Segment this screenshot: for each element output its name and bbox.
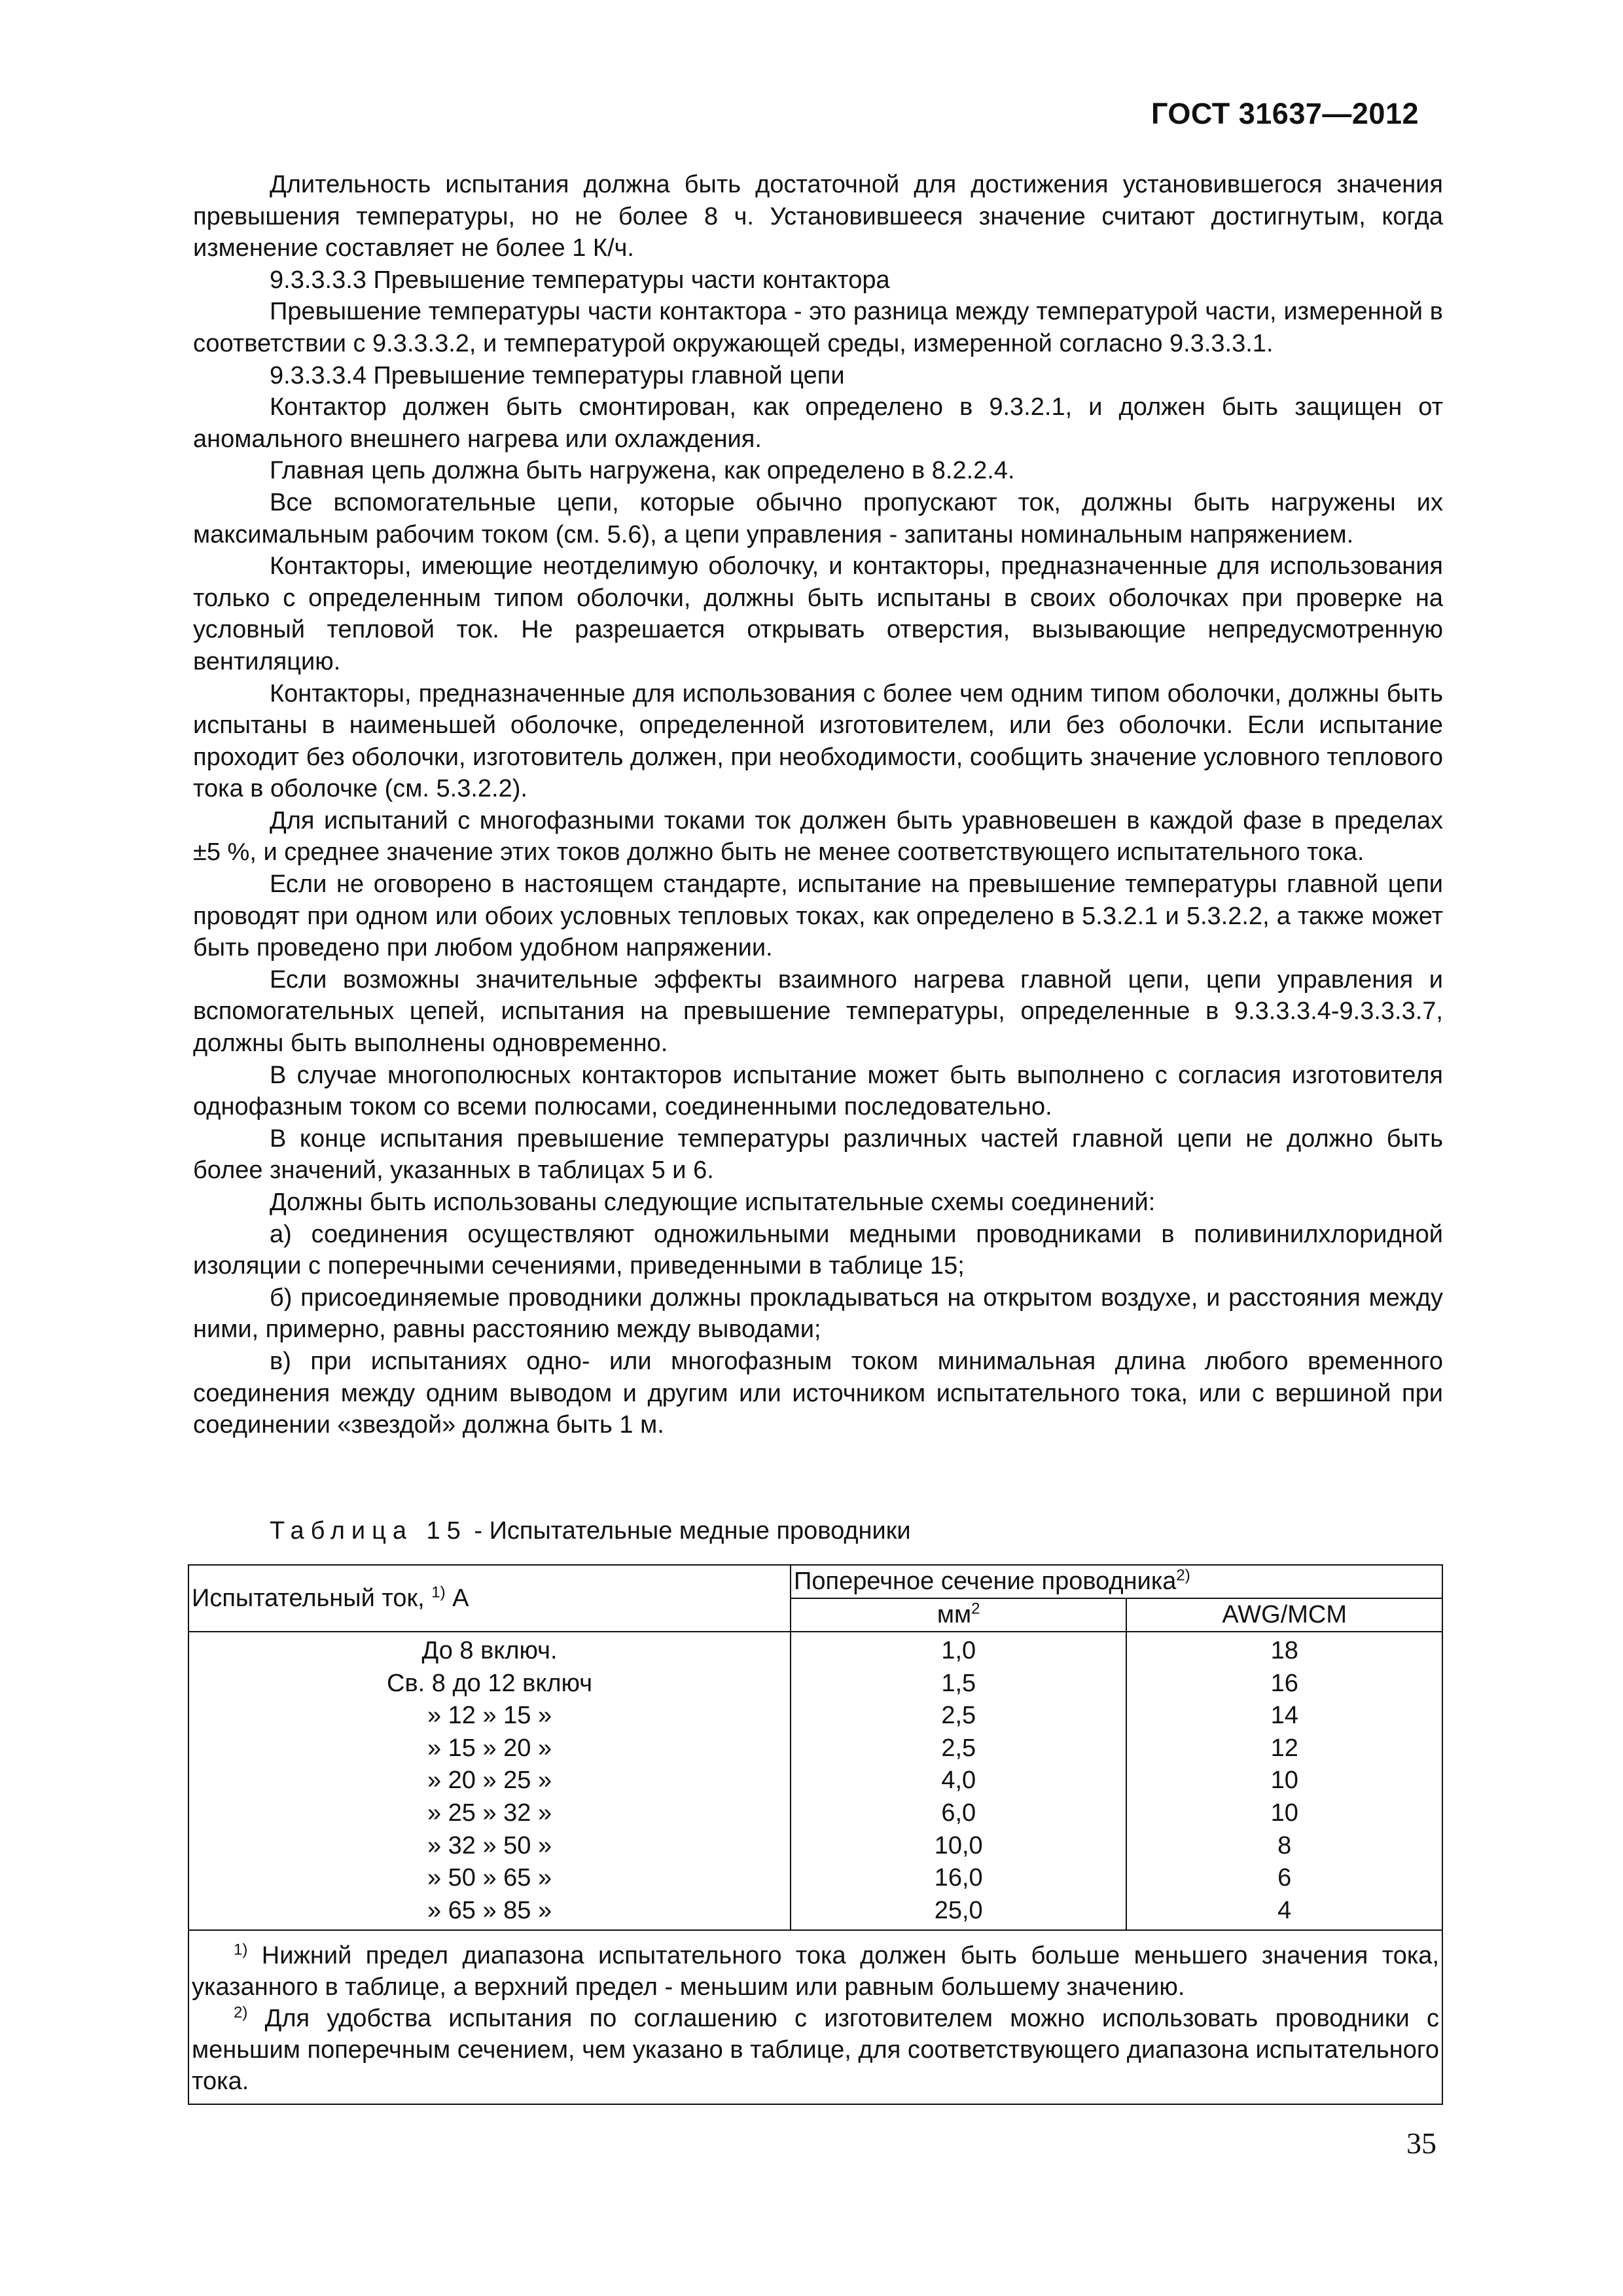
paragraph: Превышение температуры части контактора - это разница между температурой части, измеренной в соответствии с 9.3.3.3.2, и температурой окружающей среды, измеренной согласно 9.3.3.3.1. xyxy=(193,298,1443,357)
table-note: $^{1)}$ Нижний предел диапазона испытательного тока должен быть больше меньшего значения тока, указанного в таблице, а верхний предел - меньшим или равным большему значению. xyxy=(192,1941,1439,2001)
table-header-row xyxy=(188,1565,1442,1598)
paragraph: Контактор должен быть смонтирован, как определено в 9.3.2.1, и должен быть защищен от аномального внешнего нагрева или охлаждения. xyxy=(193,393,1443,453)
awg-cell: 8 xyxy=(1277,1831,1292,1859)
paragraph: В случае многополюсных контакторов испытание может быть выполнено с согласия изготовителя однофазным током со всеми полюсами, соединенными последовательно. xyxy=(193,1061,1443,1121)
current-cell: До 8 включ. xyxy=(421,1637,558,1664)
paragraph: Контакторы, имеющие неотделимую оболочку, и контакторы, предназначенные для использования только с определенным типом оболочки, должны быть испытаны в своих оболочках при проверке на условный тепловой ток. Не разрешается открывать отверстия, вызывающие непредусмотренную вентиляцию. xyxy=(193,552,1443,675)
mm2-cell: 2,5 xyxy=(941,1734,976,1762)
mm2-cell: 6,0 xyxy=(941,1799,976,1827)
awg-cell: 14 xyxy=(1270,1702,1298,1730)
awg-column xyxy=(1126,1632,1442,1930)
awg-header: AWG/MCM xyxy=(1126,1598,1442,1632)
section-heading: 9.3.3.3.3 Превышение температуры части контактора xyxy=(270,266,890,294)
current-cell: » 20 » 25 » xyxy=(427,1767,552,1795)
mm2-cell: 16,0 xyxy=(934,1864,983,1892)
footnote-marker: 2) xyxy=(234,2003,248,2022)
conductor-table xyxy=(188,1564,1443,2105)
table-notes-row xyxy=(188,1930,1442,2104)
current-cell: » 15 » 20 » xyxy=(427,1734,552,1762)
paragraph: В конце испытания превышение температуры различных частей главной цепи не должно быть более значений, указанных в таблицах 5 и 6. xyxy=(193,1124,1443,1185)
mm2-cell: 1,5 xyxy=(941,1669,976,1697)
footnote-marker: 1) xyxy=(234,1941,248,1959)
list-item: а) соединения осуществляют одножильными медными проводниками в поливинилхлоридной изоляции с поперечными сечениями, приведенными в таблице 15; xyxy=(193,1220,1443,1280)
mm2-cell: 4,0 xyxy=(941,1767,976,1795)
paragraph: Контакторы, предназначенные для использования с более чем одним типом оболочки, должны быть испытаны в наименьшей оболочке, определенной изготовителем, или без оболочки. Если испытание проходит без оболочки, изготовитель должен, при необходимости, сообщить значение условного теплового тока в оболочке (см. 5.3.2.2). xyxy=(193,679,1443,803)
awg-cell: 12 xyxy=(1270,1734,1298,1762)
table-caption-text: - Испытательные медные проводники xyxy=(467,1517,911,1545)
current-cell: » 50 » 65 » xyxy=(427,1864,552,1892)
table-note: $^{2)}$ Для удобства испытания по соглашению с изготовителем можно использовать проводники с меньшим поперечным сечением, чем указано в таблице, для соответствующего диапазона испытательного тока. xyxy=(192,2003,1439,2096)
paragraph: Длительность испытания должна быть достаточной для достижения установившегося значения превышения температуры, но не более 8 ч. Установившееся значение считают достигнутым, когда изменение составляет не более 1 К/ч. xyxy=(193,171,1443,262)
list-item: б) присоединяемые проводники должны прокладываться на открытом воздухе, и расстояния между ними, примерно, равны расстоянию между выводами; xyxy=(193,1283,1443,1344)
current-cell: Св. 8 до 12 включ xyxy=(387,1669,593,1697)
current-column xyxy=(188,1632,791,1930)
table-caption xyxy=(270,1517,911,1545)
footnote-ref: 2) xyxy=(1176,1566,1190,1585)
standard-header: ГОСТ 31637—2012 xyxy=(1150,97,1419,130)
paragraph: Для испытаний с многофазными токами ток должен быть уравновешен в каждой фазе в пределах ±5 %, и среднее значение этих токов должно быть не менее соответствующего испытательного тока. xyxy=(193,806,1443,867)
paragraph: Главная цепь должна быть нагружена, как определено в 8.2.2.4. xyxy=(270,457,1015,485)
current-cell: » 12 » 15 » xyxy=(427,1702,552,1730)
awg-cell: 18 xyxy=(1270,1637,1298,1664)
paragraph: Должны быть использованы следующие испытательные схемы соединений: xyxy=(270,1189,1156,1216)
table-notes xyxy=(188,1930,1442,2104)
page-number: 35 xyxy=(1406,2126,1436,2160)
body-text xyxy=(193,169,1443,1441)
list-item: в) при испытаниях одно- или многофазным током минимальная длина любого временного соединения между одним выводом и другим или источником испытательного тока, или с вершиной при соединении «звездой» должна быть 1 м. xyxy=(193,1347,1443,1439)
awg-cell: 6 xyxy=(1277,1864,1292,1892)
table-body xyxy=(188,1632,1442,1930)
footnote-ref: 1) xyxy=(431,1583,446,1601)
paragraph: Если возможны значительные эффекты взаимного нагрева главной цепи, цепи управления и вспомогательных цепей, испытания на превышение температуры, определенные в 9.3.3.3.4-9.3.3.3.7, должны быть выполнены одновременно. xyxy=(193,965,1443,1058)
awg-cell: 10 xyxy=(1270,1767,1298,1795)
awg-cell: 16 xyxy=(1270,1669,1298,1697)
test-current-header: Испытательный ток, $^{1)}$ А xyxy=(188,1565,791,1632)
awg-cell: 10 xyxy=(1270,1799,1298,1827)
mm2-cell: 10,0 xyxy=(934,1831,983,1859)
mm2-header: $мм^2$ xyxy=(791,1598,1126,1632)
table-caption-label: Таблица 15 xyxy=(270,1517,467,1545)
mm2-cell: 2,5 xyxy=(941,1702,976,1730)
mm2-cell: 1,0 xyxy=(941,1637,976,1664)
paragraph: Если не оговорено в настоящем стандарте, испытание на превышение температуры главной цепи проводят при одном или обоих условных тепловых токах, как определено в 5.3.2.1 и 5.3.2.2, а также может быть проведено при любом удобном напряжении. xyxy=(193,870,1443,962)
cross-section-header: Поперечное сечение проводника$^{2)}$ xyxy=(791,1565,1442,1598)
current-cell: » 32 » 50 » xyxy=(427,1831,552,1859)
awg-cell: 4 xyxy=(1277,1896,1292,1924)
mm2-cell: 25,0 xyxy=(934,1896,983,1924)
section-heading: 9.3.3.3.4 Превышение температуры главной цепи xyxy=(270,361,845,389)
current-cell: » 65 » 85 » xyxy=(427,1896,552,1924)
mm2-column xyxy=(791,1632,1126,1930)
current-cell: » 25 » 32 » xyxy=(427,1799,552,1827)
paragraph: Все вспомогательные цепи, которые обычно пропускают ток, должны быть нагружены их максимальным рабочим током (см. 5.6), а цепи управления - запитаны номинальным напряжением. xyxy=(193,488,1443,548)
